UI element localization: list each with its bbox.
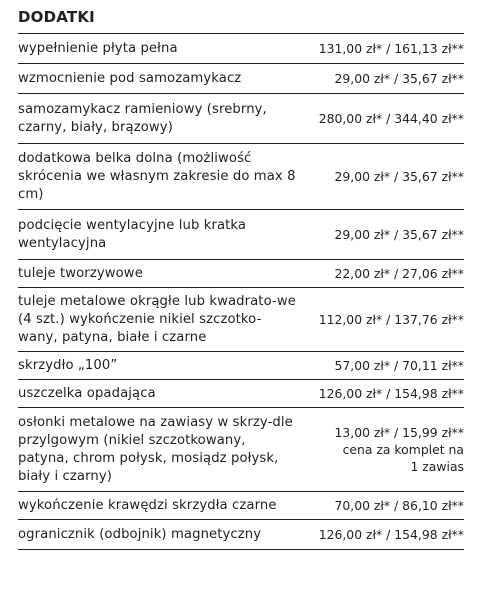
row-price: 29,00 zł* / 35,67 zł** [334, 227, 464, 242]
row-description: wypełnienie płyta pełna [18, 40, 178, 56]
row-description: uszczelka opadająca [18, 385, 156, 401]
table-row [18, 34, 464, 64]
row-description: tuleje tworzywowe [18, 265, 143, 281]
row-description: samozamykacz ramieniowy (srebrny, czarny, biały, brązowy) [18, 101, 267, 135]
addons-table [18, 33, 464, 550]
row-price: 112,00 zł* / 137,76 zł** [318, 312, 464, 327]
table-row [18, 492, 464, 520]
row-price: 70,00 zł* / 86,10 zł** [334, 498, 464, 513]
table-row [18, 380, 464, 408]
row-description: tuleje metalowe okrągłe lub kwadrato-we (4 szt.) wykończenie nikiel szczotko-wany, patyna, białe i czarne [18, 293, 296, 345]
table-row [18, 520, 464, 550]
row-description: osłonki metalowe na zawiasy w skrzy-dle przylgowym (nikiel szczotkowany, patyna, chrom połysk, mosiądz połysk, biały i czarny) [18, 414, 293, 484]
table-row [18, 260, 464, 288]
row-description: podcięcie wentylacyjne lub kratka wentylacyjna [18, 217, 247, 251]
table-row [18, 210, 464, 260]
row-price: 57,00 zł* / 70,11 zł** [334, 358, 464, 373]
row-price: 22,00 zł* / 27,06 zł** [334, 266, 464, 281]
table-row [18, 94, 464, 144]
table-row [18, 144, 464, 210]
table-row [18, 408, 464, 492]
table-row [18, 352, 464, 380]
row-price: 126,00 zł* / 154,98 zł** [318, 386, 464, 401]
table-row [18, 288, 464, 352]
row-description: dodatkowa belka dolna (możliwość skrócenia we własnym zakresie do max 8 cm) [18, 150, 296, 202]
row-description: ogranicznik (odbojnik) magnetyczny [18, 526, 262, 542]
row-price: 29,00 zł* / 35,67 zł** [334, 169, 464, 184]
row-description: wykończenie krawędzi skrzydła czarne [18, 497, 277, 513]
section-title: DODATKI [18, 8, 95, 26]
row-description: wzmocnienie pod samozamykacz [18, 70, 242, 86]
row-price: 13,00 zł* / 15,99 zł** cena za komplet na 1 zawias [334, 425, 464, 474]
row-description: skrzydło „100” [18, 357, 118, 373]
row-price: 280,00 zł* / 344,40 zł** [318, 111, 464, 126]
row-price: 29,00 zł* / 35,67 zł** [334, 71, 464, 86]
row-price: 126,00 zł* / 154,98 zł** [318, 527, 464, 542]
row-price: 131,00 zł* / 161,13 zł** [318, 41, 464, 56]
table-row [18, 64, 464, 94]
